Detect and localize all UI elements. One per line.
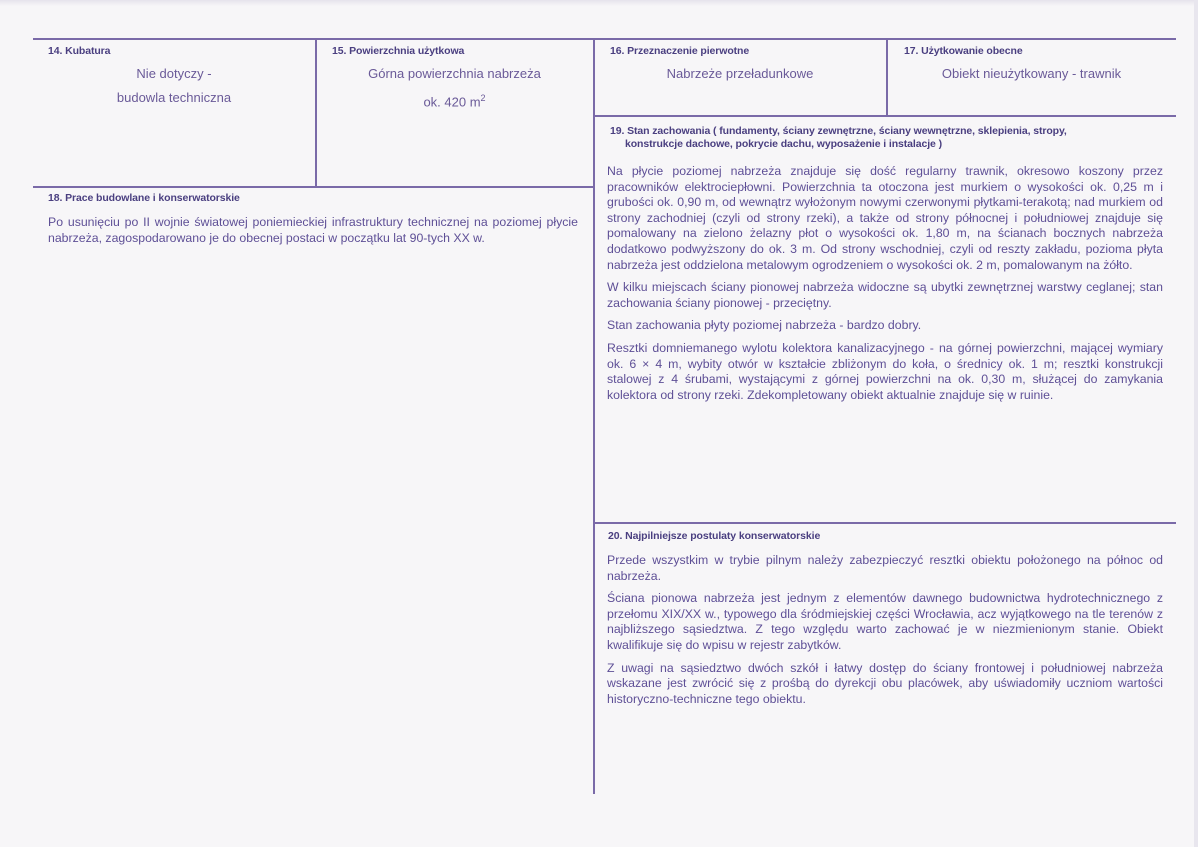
field-20-paragraph-1: Przede wszystkim w trybie pilnym należy zabezpieczyć resztki obiektu położonego na północ od nabrzeża. [607, 553, 1163, 583]
field-19-paragraph-1: Na płycie poziomej nabrzeża znajduje się dość regularny trawnik, okresowo koszony przez pracowników elektrociepłowni. Powierzchnia ta otoczona jest murkiem o wysokości ok. 0,25 m i grubości ok. 0,90 m, od wewnątrz wyłożonym nowymi czerwonymi płytkami-terakotą; nad murkiem od strony zachodniej (czyli od strony rzeki), a także od strony północnej i południowej znajduje się pomalowany na zielono żelazny płot o wysokości ok. 1,80 m, na ścianach bocznych nabrzeża dodatkowo podwyższony do ok. 3 m. Od strony wschodniej, czyli od reszty zakładu, pozioma płyta nabrzeża jest oddzielona metalowym ogrodzeniem o wysokości ok. 2 m, pomalowanym na żółto. [607, 164, 1163, 272]
field-19-paragraph-3: Stan zachowania płyty poziomej nabrzeża - bardzo dobry. [607, 318, 922, 333]
field-20-text [607, 553, 1163, 714]
field-15-title: 15. Powierzchnia użytkowa [332, 45, 465, 57]
field-17-value: Obiekt nieużytkowany - trawnik [941, 66, 1122, 81]
field-20-paragraph-2: Ściana pionowa nabrzeża jest jednym z elementów dawnego budownictwa hydrotechnicznego z przełomu XIX/XX w., typowego dla śródmiejskiej części Wrocławia, acz wyjątkowego na tle terenów z najbliższego sąsiedztwa. Z tego względu warto zachować je w niezmienionym stanie. Obiekt kwalifikuje się do wpisu w rejestr zabytków. [607, 591, 1163, 652]
field-16-title: 16. Przeznaczenie pierwotne [610, 45, 750, 57]
field-15-line2 [316, 86, 593, 114]
field-20-paragraph-3: Z uwagi na sąsiedztwo dwóch szkół i łatwy dostęp do ściany frontowej i południowej nabrzeża wskazane jest zwrócić się z prośbą do dyrekcji obu placówek, aby uświadomiły uczniom wartości historyczno-techniczne tego obiektu. [607, 660, 1163, 706]
field-19-title-line2: konstrukcje dachowe, pokrycie dachu, wyposażenie i instalacje ) [625, 138, 942, 150]
rule-below-16-17 [593, 115, 1176, 117]
field-18-paragraph: Po usunięciu po II wojnie światowej poniemieckiej infrastruktury technicznej na poziomej płycie nabrzeża, zagospodarowano je do obecnej postaci w początku lat 90-tych XX w. [48, 215, 578, 245]
field-14-line2: budowla techniczna [116, 90, 232, 105]
rule-above-20 [593, 522, 1176, 524]
field-14-title: 14. Kubatura [48, 45, 111, 57]
field-19-title [610, 125, 1067, 151]
field-19-title-line1: 19. Stan zachowania ( fundamenty, ściany zewnętrzne, ściany wewnętrzne, sklepienia, stropy, [610, 125, 1067, 137]
field-19-paragraph-4: Resztki domniemanego wylotu kolektora kanalizacyjnego - na górnej powierzchni, mającej wymiary ok. 6 × 4 m, wybity otwór w kształcie zbliżonym do koła, o średnicy ok. 1 m; resztki konstrukcji stalowej z 4 śrubami, wystającymi z górnej powierzchni na ok. 0,30 m, służącej do zamykania kolektora od strony rzeki. Zdekompletowany obiekt aktualnie znajduje się w ruinie. [607, 340, 1163, 402]
card-top-edge [0, 0, 1198, 6]
field-17-title: 17. Użytkowanie obecne [904, 45, 1023, 57]
field-15-unit-sup: 2 [480, 93, 486, 103]
field-18-title: 18. Prace budowlane i konserwatorskie [48, 192, 240, 204]
field-18-text [48, 215, 578, 253]
center-divider [593, 38, 595, 794]
field-15-value [316, 62, 593, 114]
field-14-line1: Nie dotyczy - [136, 66, 212, 81]
card-right-edge [1194, 0, 1198, 847]
field-15-area: ok. 420 m [423, 94, 481, 110]
rule-above-18 [33, 186, 594, 188]
field-20-title: 20. Najpilniejsze postulaty konserwatorskie [608, 530, 821, 542]
field-19-text [607, 164, 1163, 410]
field-16-value: Nabrzeże przeładunkowe [666, 66, 814, 81]
field-14-value [33, 62, 315, 110]
field-19-paragraph-2: W kilku miejscach ściany pionowej nabrzeża widoczne są ubytki zewnętrznej warstwy ceglanej; stan zachowania ściany pionowej - przeciętny. [607, 280, 1163, 310]
field-15-line1: Górna powierzchnia nabrzeża [368, 66, 541, 81]
top-rule [33, 38, 1176, 40]
